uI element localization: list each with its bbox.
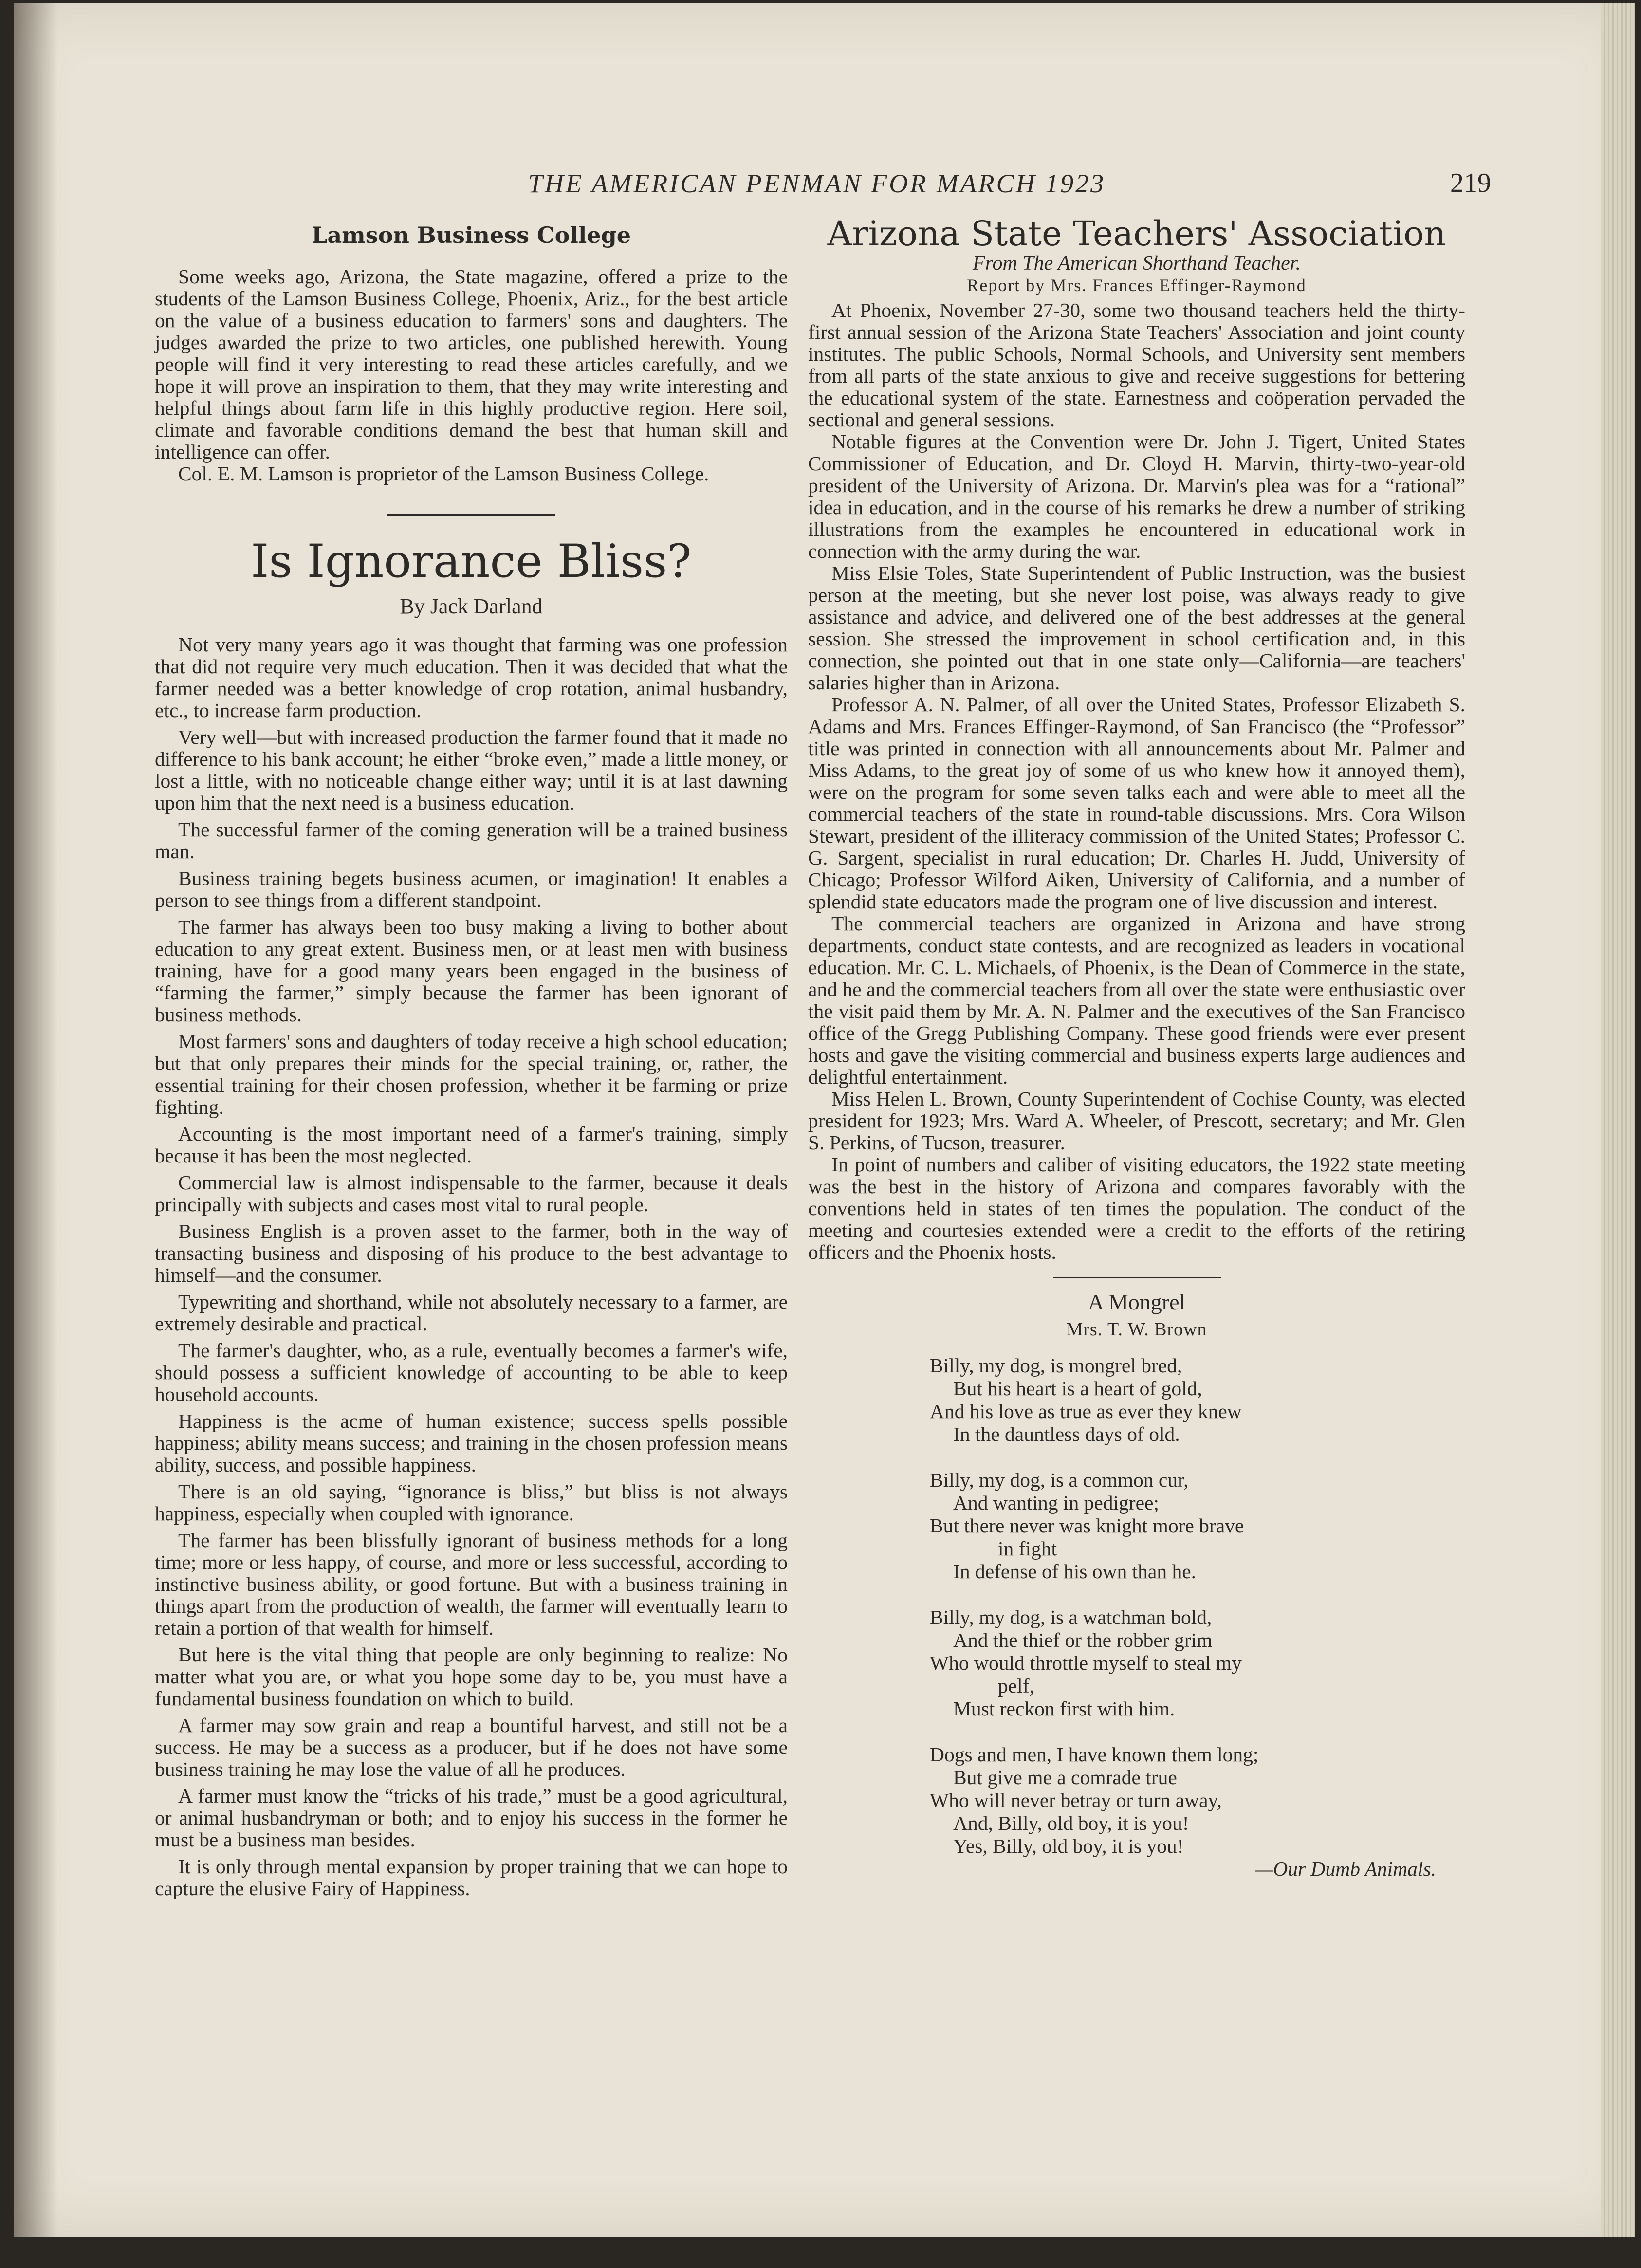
poem-line: And his love as true as ever they knew [930,1400,1242,1422]
paragraph: A farmer may sow grain and reap a bountiful harvest, and still not be a success. He may be a success as a producer, but if he does not have some business training he may lose the value of all he produces. [155,1714,788,1780]
poem [930,1354,1465,1881]
poem-line: Who would throttle myself to steal my [930,1652,1242,1674]
paragraph: Professor A. N. Palmer, of all over the United States, Professor Elizabeth S. Adams and Mrs. Frances Effinger-Raymond, of San Francisco (the “Professor” title was printed in connection with all announcements about Mr. Palmer and Miss Adams, to the great joy of some of us who knew how it annoyed them), were on the program for some seven talks each and were able to meet all the commercial teachers of the state in round-table discussions. Mrs. Cora Wilson Stewart, president of the illiteracy commission of the United States; Professor C. G. Sargent, specialist in rural education; Dr. Charles H. Judd, University of Chicago; Professor Wilford Aiken, University of California, and a number of splendid state educators made the program one of live discussion and interest. [808,693,1465,913]
poem-line: In defense of his own than he. [953,1560,1197,1583]
paragraph: Miss Elsie Toles, State Superintendent of Public Instruction, was the busiest person at the meeting, but she never lost poise, was always ready to give assistance and advice, and delivered one of the best addresses at the general session. She stressed the improvement in school certification and, in this connection, she pointed out that in one state only—California—are teachers' salaries higher than in Arizona. [808,562,1465,694]
ignorance-title: Is Ignorance Bliss? [251,535,692,588]
poem-line: in fight [998,1537,1057,1560]
right-column [808,214,1465,1881]
arizona-report-byline: Report by Mrs. Frances Effinger-Raymond [967,276,1307,295]
poem-author: Mrs. T. W. Brown [1066,1319,1207,1340]
paragraph: Some weeks ago, Arizona, the State magazine, offered a prize to the students of the Lamson Business College, Phoenix, Ariz., for the best article on the value of a business education to farmers' sons and daughters. The judges awarded the prize to two articles, one published herewith. Young people will find it very interesting to read these articles carefully, and we hope it will prove an inspiration to them, that they may write interesting and helpful things about farm life in this highly productive region. Here soil, climate and favorable conditions demand the best that human skill and intelligence can offer. [155,265,788,463]
paragraph: Notable figures at the Convention were Dr. John J. Tigert, United States Commissioner of Education, and Dr. Cloyd H. Marvin, thirty-two-year-old president of the University of Arizona. Dr. Marvin's plea was for a “rational” idea in education, and in the course of his remarks he drew a number of striking illustrations from the examples he encountered in educational work in connection with the army during the war. [808,430,1465,562]
poem-line: Dogs and men, I have known them long; [930,1743,1259,1766]
section-divider [387,514,555,516]
left-column [155,224,788,1904]
page-edges [1601,3,1635,2237]
paragraph: The successful farmer of the coming generation will be a trained business man. [155,818,788,863]
poem-stanza [930,1354,1465,1446]
paragraph: At Phoenix, November 27-30, some two thousand teachers held the thirty-first annual session of the Arizona State Teachers' Association and joint county institutes. The public Schools, Normal Schools, and University sent members from all parts of the state anxious to give and receive suggestions for bettering the educational system of the state. Earnestness and coöperation pervaded the sectional and general sessions. [808,299,1465,431]
paragraph: The farmer has always been too busy making a living to bother about education to any great extent. Business men, or at least men with business training, have for a good many years been engaged in the business of “farming the farmer,” simply because the farmer has been ignorant of business methods. [155,916,788,1026]
paragraph: Not very many years ago it was thought that farming was one profession that did not require very much education. Then it was decided that what the farmer needed was a better knowledge of crop rotation, animal husbandry, etc., to increase farm production. [155,633,788,721]
paragraph: In point of numbers and caliber of visiting educators, the 1922 state meeting was the best in the history of Arizona and compares favorably with the conventions held in states of ten times the population. The conduct of the meeting and courtesies extended were a credit to the efforts of the retiring officers and the Phoenix hosts. [808,1153,1465,1263]
poem-line: But give me a comrade true [953,1766,1177,1789]
paragraph: Typewriting and shorthand, while not absolutely necessary to a farmer, are extremely desirable and practical. [155,1291,788,1335]
lamson-title: Lamson Business College [311,222,631,248]
paragraph: Business training begets business acumen, or imagination! It enables a person to see things from a different standpoint. [155,867,788,911]
lamson-article [155,266,788,485]
poem-line: In the dauntless days of old. [953,1423,1180,1445]
arizona-source: From The American Shorthand Teacher. [973,252,1301,275]
poem-title: A Mongrel [1088,1290,1186,1314]
poem-line: And, Billy, old boy, it is you! [953,1812,1189,1834]
paragraph: But here is the vital thing that people are only beginning to realize: No matter what you are, or what you hope some day to be, you must have a fundamental business foundation on which to build. [155,1643,788,1710]
poem-line: But there never was knight more brave [930,1514,1244,1537]
poem-line: Billy, my dog, is a watchman bold, [930,1606,1212,1628]
paragraph: A farmer must know the “tricks of his trade,” must be a good agricultural, or animal husbandryman or both; and to enjoy his success in the former he must be a business man besides. [155,1785,788,1851]
paragraph: The farmer's daughter, who, as a rule, eventually becomes a farmer's wife, should possess a sufficient knowledge of accounting to be able to keep household accounts. [155,1339,788,1405]
section-divider [1053,1277,1221,1278]
paragraph: Very well—but with increased production the farmer found that it made no difference to his bank account; he either “broke even,” made a little money, or lost a little, with no noticeable change either way; until it is at last dawning upon him that the next need is a business education. [155,726,788,814]
paragraph: Commercial law is almost indispensable to the farmer, because it deals principally with subjects and cases most vital to rural people. [155,1171,788,1216]
poem-line: Yes, Billy, old boy, it is you! [953,1835,1184,1857]
poem-stanza [930,1469,1465,1583]
paragraph: Business English is a proven asset to the farmer, both in the way of transacting business and disposing of his produce to the best advantage to himself—and the consumer. [155,1220,788,1286]
poem-line: And the thief or the robber grim [953,1629,1213,1651]
poem-line: pelf, [998,1675,1034,1697]
paragraph: Happiness is the acme of human existence; success spells possible happiness; ability means success; and training in the chosen profession means ability, success, and possible happiness. [155,1410,788,1476]
arizona-article [808,299,1465,1263]
arizona-title: Arizona State Teachers' Association [827,214,1446,254]
poem-line: Billy, my dog, is mongrel bred, [930,1354,1182,1377]
poem-credit: —Our Dumb Animals. [1255,1858,1436,1880]
running-head: THE AMERICAN PENMAN FOR MARCH 1923 [528,169,1106,198]
page-number: 219 [1450,168,1491,198]
binding-shadow [14,3,57,2237]
poem-stanza [930,1743,1465,1858]
poem-line: And wanting in pedigree; [953,1492,1159,1514]
paragraph: Accounting is the most important need of a farmer's training, simply because it has been the most neglected. [155,1123,788,1167]
magazine-page [14,3,1635,2237]
paragraph: Miss Helen L. Brown, County Superintendent of Cochise County, was elected president for 1923; Mrs. Ward A. Wheeler, of Prescott, secretary; and Mr. Glen S. Perkins, of Tucson, treasurer. [808,1088,1465,1154]
poem-line: Billy, my dog, is a common cur, [930,1469,1189,1491]
ignorance-byline: By Jack Darland [400,594,543,618]
poem-stanza [930,1606,1465,1720]
paragraph: The farmer has been blissfully ignorant of business methods for a long time; more or less happy, of course, and more or less successful, according to instinctive business ability, or good fortune. But with a business training in things apart from the production of wealth, the farmer will eventually learn to retain a portion of that wealth for himself. [155,1529,788,1639]
paragraph: The commercial teachers are organized in Arizona and have strong departments, conduct state contests, and are recognized as leaders in vocational education. Mr. C. L. Michaels, of Phoenix, is the Dean of Commerce in the state, and he and the commercial teachers from all over the state were enthusiastic over the visit paid them by Mr. A. N. Palmer and the executives of the San Francisco office of the Gregg Publishing Company. These good friends were ever present hosts and gave the visiting commercial and business experts large audiences and delightful entertainment. [808,912,1465,1088]
poem-line: But his heart is a heart of gold, [953,1377,1202,1400]
paragraph: There is an old saying, “ignorance is bliss,” but bliss is not always happiness, especially when coupled with ignorance. [155,1480,788,1525]
ignorance-article [155,634,788,1899]
poem-line: Who will never betray or turn away, [930,1789,1222,1811]
poem-line: Must reckon first with him. [953,1697,1175,1720]
paragraph: Col. E. M. Lamson is proprietor of the Lamson Business College. [178,462,709,485]
paragraph: It is only through mental expansion by proper training that we can hope to capture the elusive Fairy of Happiness. [155,1855,788,1899]
paragraph: Most farmers' sons and daughters of today receive a high school education; but that only prepares their minds for the special training, or, rather, the essential training for their chosen profession, whether it be farming or prize fighting. [155,1030,788,1118]
